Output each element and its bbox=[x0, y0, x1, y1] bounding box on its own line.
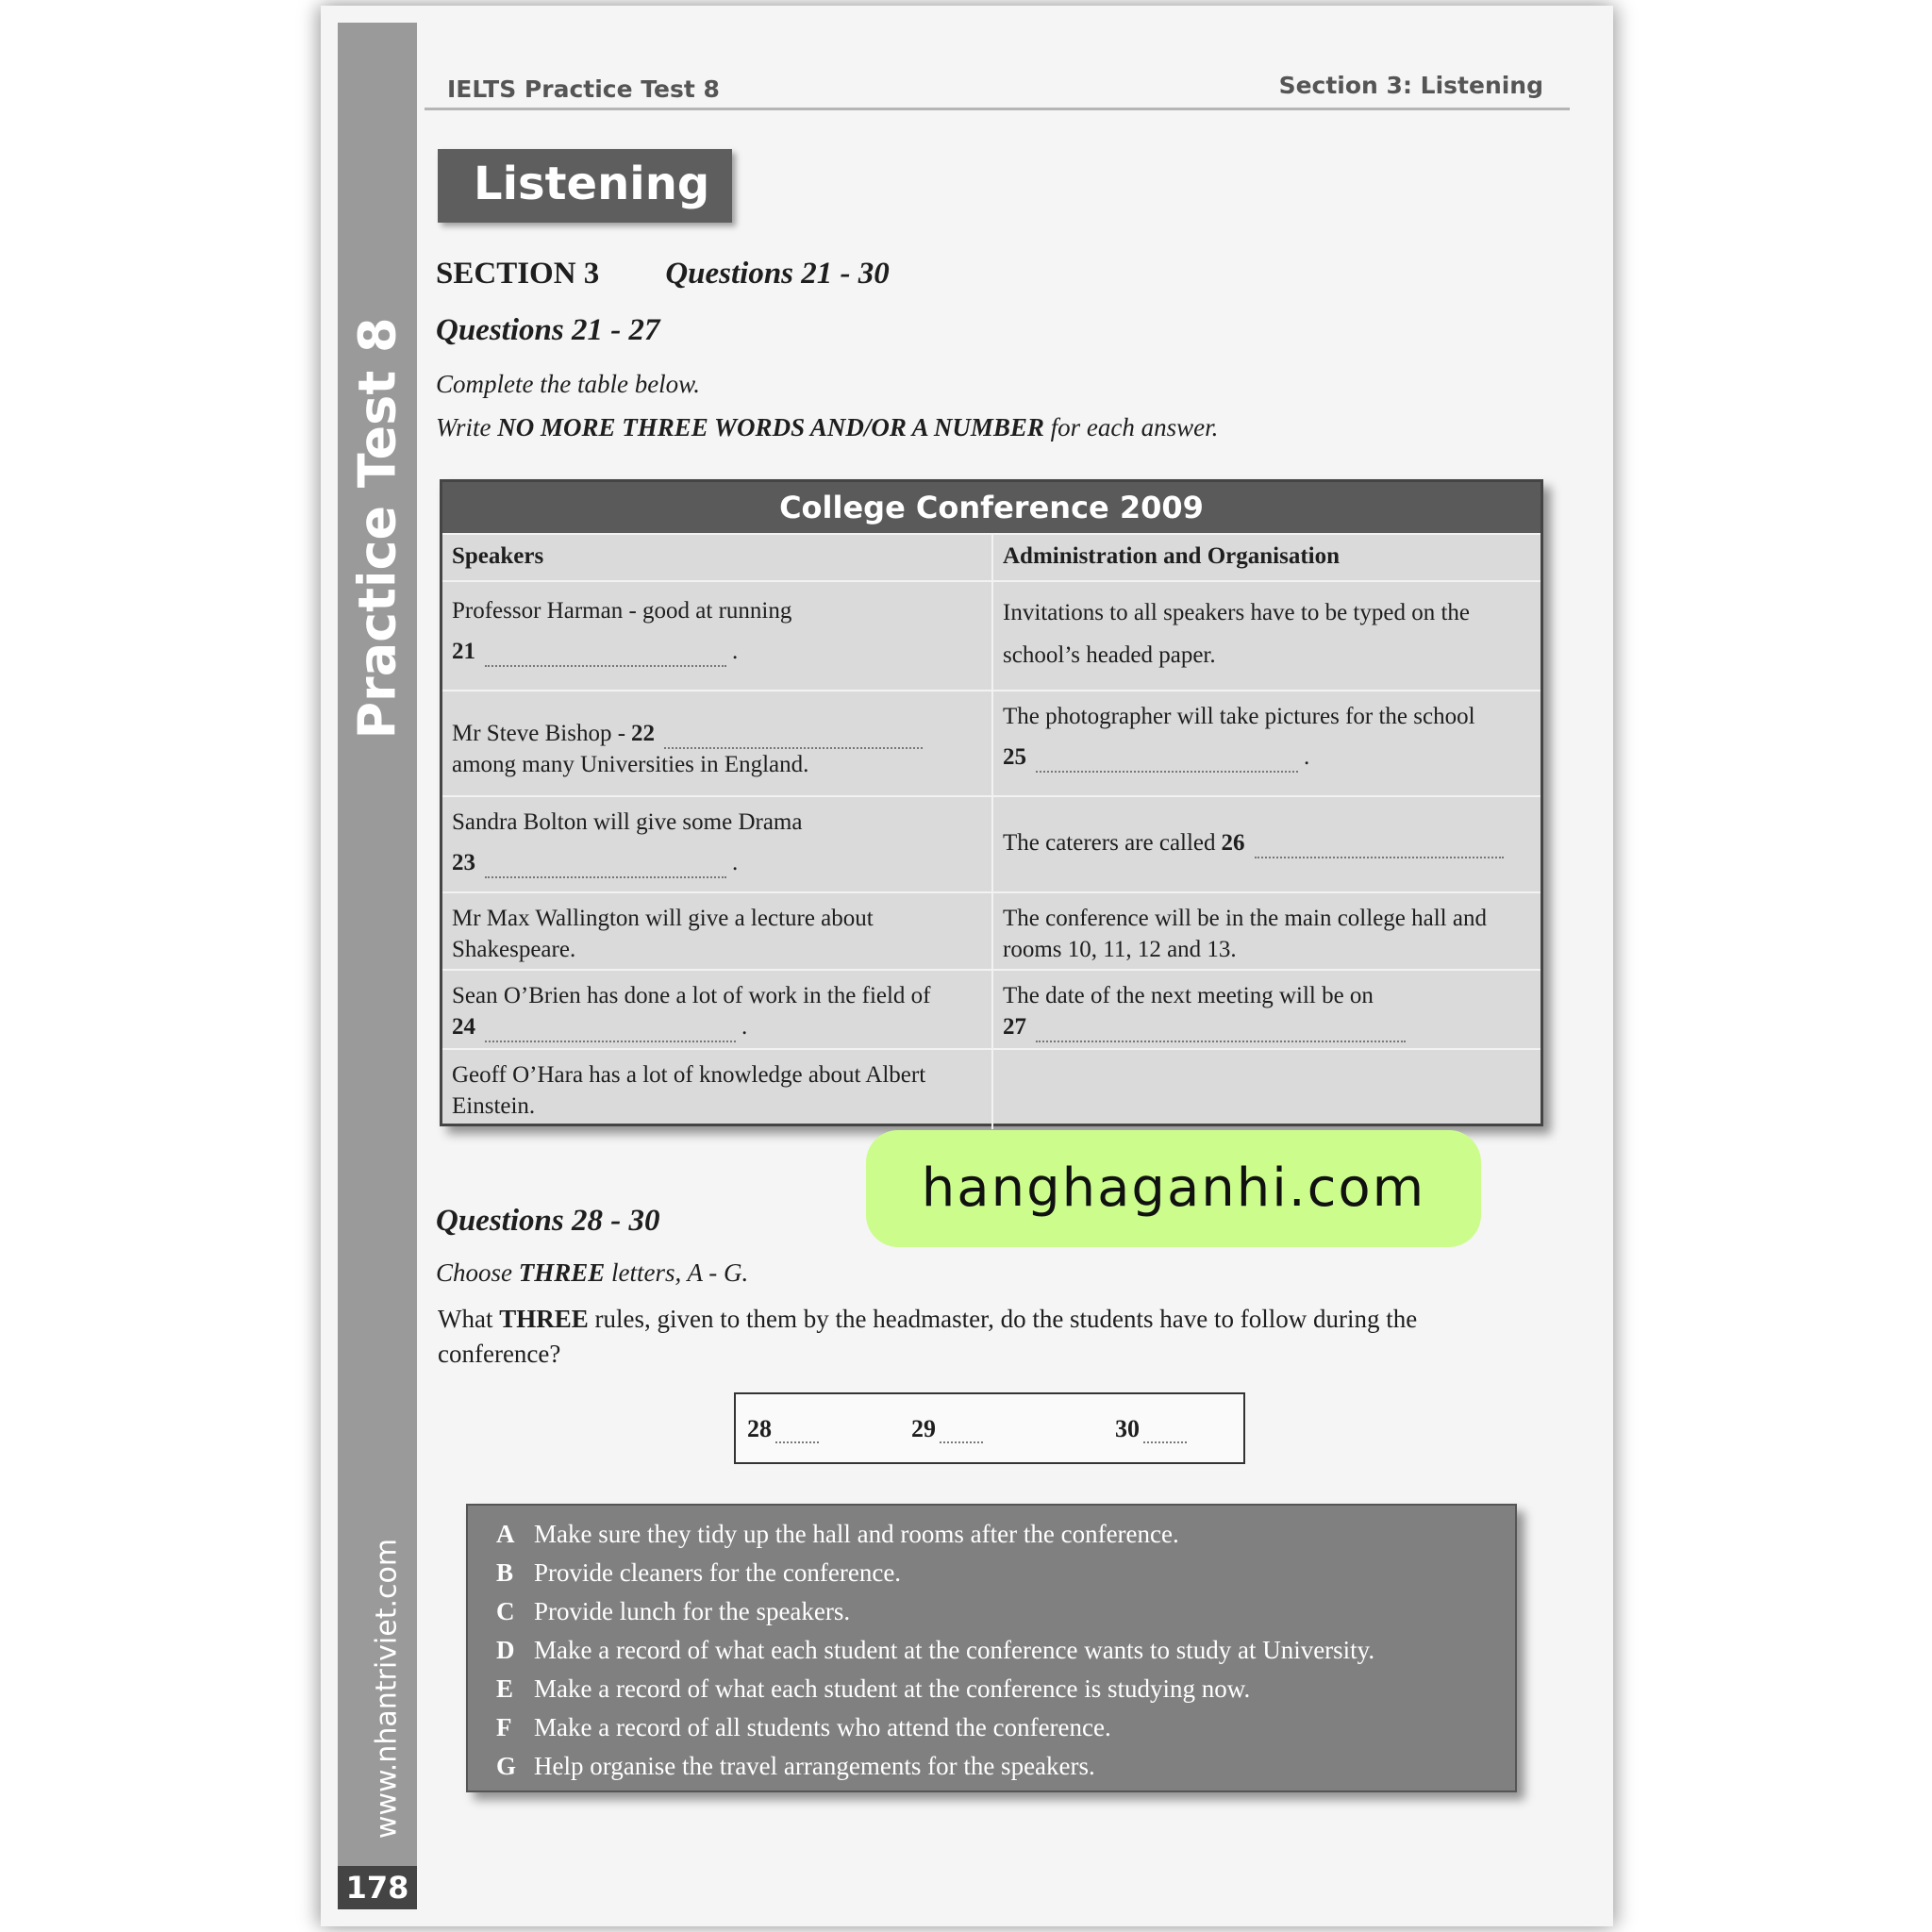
option-letter: A bbox=[496, 1520, 515, 1548]
table-cell bbox=[991, 582, 1541, 690]
table-cell: Geoff O’Hara has a lot of knowledge about Albert Einstein. bbox=[452, 1062, 926, 1119]
option-text: Make a record of what each student at the conference is studying now. bbox=[534, 1674, 1251, 1703]
table-cell: The conference will be in the main college hall and rooms 10, 11, 12 and 13. bbox=[991, 893, 1541, 969]
questions-28-30-heading: Questions 28 - 30 bbox=[436, 1204, 660, 1238]
answer-gap[interactable] bbox=[1003, 1011, 1531, 1042]
answer-dots bbox=[485, 648, 726, 667]
answer-dots bbox=[775, 1428, 819, 1443]
answer-dots bbox=[940, 1428, 983, 1443]
answer-box bbox=[734, 1392, 1245, 1464]
option-f bbox=[496, 1708, 1515, 1747]
instruction-pre: Choose bbox=[436, 1258, 519, 1287]
cell-text: Sean O’Brien has done a lot of work in the field of bbox=[452, 983, 931, 1008]
answer-gap[interactable]: 25 . bbox=[1003, 741, 1531, 773]
option-c bbox=[496, 1592, 1515, 1631]
table-row bbox=[442, 1048, 1541, 1129]
listening-badge: Listening bbox=[438, 149, 732, 223]
table-cell bbox=[442, 971, 991, 1048]
running-head-left: IELTS Practice Test 8 bbox=[447, 75, 720, 103]
question-number: 22 bbox=[631, 721, 656, 746]
option-b bbox=[496, 1554, 1515, 1592]
instruction-post: letters, A - G. bbox=[605, 1258, 749, 1287]
option-letter: C bbox=[496, 1597, 515, 1625]
option-text: Make a record of all students who attend the conference. bbox=[534, 1713, 1111, 1741]
option-d bbox=[496, 1631, 1515, 1670]
option-text: Make sure they tidy up the hall and rooms after the conference. bbox=[534, 1520, 1179, 1548]
instruction-bold: NO MORE THREE WORDS AND/OR A NUMBER bbox=[497, 413, 1044, 441]
page-number: 178 bbox=[338, 1866, 417, 1909]
answer-dots bbox=[664, 730, 923, 749]
column-header-speakers: Speakers bbox=[452, 543, 544, 569]
instruction-post: for each answer. bbox=[1043, 413, 1219, 441]
conference-table bbox=[440, 479, 1543, 1126]
table-row bbox=[442, 795, 1541, 891]
instruction-word-limit bbox=[436, 413, 1218, 442]
column-header-administration: Administration and Organisation bbox=[991, 535, 1541, 580]
table-cell bbox=[442, 691, 991, 795]
answer-dots bbox=[485, 1024, 736, 1042]
answer-gap[interactable]: 23 . bbox=[452, 847, 982, 878]
option-text: Provide cleaners for the conference. bbox=[534, 1558, 902, 1587]
answer-dots bbox=[1255, 840, 1504, 858]
table-cell bbox=[442, 797, 991, 891]
cell-text: The photographer will take pictures for the school bbox=[1003, 704, 1475, 729]
answer-slot-28[interactable] bbox=[747, 1415, 819, 1443]
table-cell bbox=[991, 797, 1541, 891]
answer-slot-30[interactable] bbox=[1115, 1415, 1187, 1443]
option-text: Provide lunch for the speakers. bbox=[534, 1597, 851, 1625]
table-row bbox=[442, 690, 1541, 795]
question-bold: THREE bbox=[499, 1305, 589, 1333]
table-title: College Conference 2009 bbox=[442, 482, 1541, 533]
option-letter: F bbox=[496, 1713, 512, 1741]
table-cell bbox=[442, 582, 991, 690]
cell-text: among many Universities in England. bbox=[452, 752, 809, 777]
question-number: 30 bbox=[1115, 1415, 1140, 1442]
table-row bbox=[442, 891, 1541, 969]
question-number: 21 bbox=[452, 639, 475, 664]
options-box bbox=[466, 1504, 1517, 1792]
answer-gap[interactable]: 21 . bbox=[452, 636, 982, 667]
cell-text: The caterers are called bbox=[1003, 830, 1216, 856]
option-text: Make a record of what each student at the conference wants to study at University. bbox=[534, 1636, 1375, 1664]
answer-dots bbox=[1036, 754, 1298, 773]
question-post: rules, given to them by the headmaster, do the students have to follow during the conference? bbox=[438, 1305, 1418, 1368]
table-row bbox=[442, 580, 1541, 690]
table-cell: Mr Max Wallington will give a lecture about Shakespeare. bbox=[452, 906, 874, 962]
answer-dots bbox=[1036, 1024, 1406, 1042]
cell-text: The date of the next meeting will be on bbox=[1003, 983, 1374, 1008]
question-number: 29 bbox=[911, 1415, 936, 1442]
watermark: hanghaganhi.com bbox=[866, 1130, 1481, 1247]
table-cell bbox=[991, 971, 1541, 1048]
side-title: Practice Test 8 bbox=[347, 317, 408, 740]
running-head-right: Section 3: Listening bbox=[1278, 72, 1543, 99]
option-letter: G bbox=[496, 1752, 517, 1780]
instruction-choose-letters bbox=[436, 1258, 748, 1288]
cell-text: Professor Harman - good at running bbox=[452, 598, 792, 624]
question-number: 23 bbox=[452, 850, 475, 875]
option-g bbox=[496, 1747, 1515, 1786]
answer-gap[interactable]: 24 . bbox=[452, 1011, 982, 1042]
option-e bbox=[496, 1670, 1515, 1708]
question-number: 27 bbox=[1003, 1014, 1026, 1040]
table-cell bbox=[991, 691, 1541, 795]
table-row bbox=[442, 969, 1541, 1048]
answer-gap[interactable] bbox=[1003, 827, 1531, 858]
running-head bbox=[425, 70, 1570, 110]
option-letter: D bbox=[496, 1636, 515, 1664]
table-cell bbox=[991, 1050, 1541, 1129]
option-a bbox=[496, 1515, 1515, 1554]
answer-dots bbox=[1143, 1428, 1187, 1443]
section-heading bbox=[436, 257, 890, 291]
option-text: Help organise the travel arrangements for the speakers. bbox=[534, 1752, 1095, 1780]
question-number: 28 bbox=[747, 1415, 772, 1442]
side-url: www.nhantriviet.com bbox=[370, 1538, 404, 1840]
section-questions: Questions 21 - 30 bbox=[665, 257, 890, 291]
cell-text: Sandra Bolton will give some Drama bbox=[452, 809, 803, 835]
question-number: 25 bbox=[1003, 744, 1026, 770]
question-pre: What bbox=[438, 1305, 500, 1333]
option-letter: E bbox=[496, 1674, 514, 1703]
instruction-bold: THREE bbox=[518, 1258, 606, 1287]
question-number: 26 bbox=[1221, 830, 1245, 856]
questions-21-27-heading: Questions 21 - 27 bbox=[436, 313, 660, 347]
answer-slot-29[interactable] bbox=[911, 1415, 983, 1443]
table-header-row bbox=[442, 533, 1541, 580]
option-letter: B bbox=[496, 1558, 514, 1587]
instruction-complete-table: Complete the table below. bbox=[436, 370, 700, 398]
cell-text: Mr Steve Bishop - bbox=[452, 721, 626, 746]
instruction-pre: Write bbox=[436, 413, 498, 441]
answer-dots bbox=[485, 859, 726, 878]
cell-text: Invitations to all speakers have to be typed on the school’s headed paper. bbox=[1003, 600, 1471, 668]
question-text bbox=[438, 1302, 1532, 1372]
answer-gap[interactable] bbox=[452, 718, 982, 749]
question-number: 24 bbox=[452, 1014, 475, 1040]
section-label: SECTION 3 bbox=[436, 257, 600, 291]
